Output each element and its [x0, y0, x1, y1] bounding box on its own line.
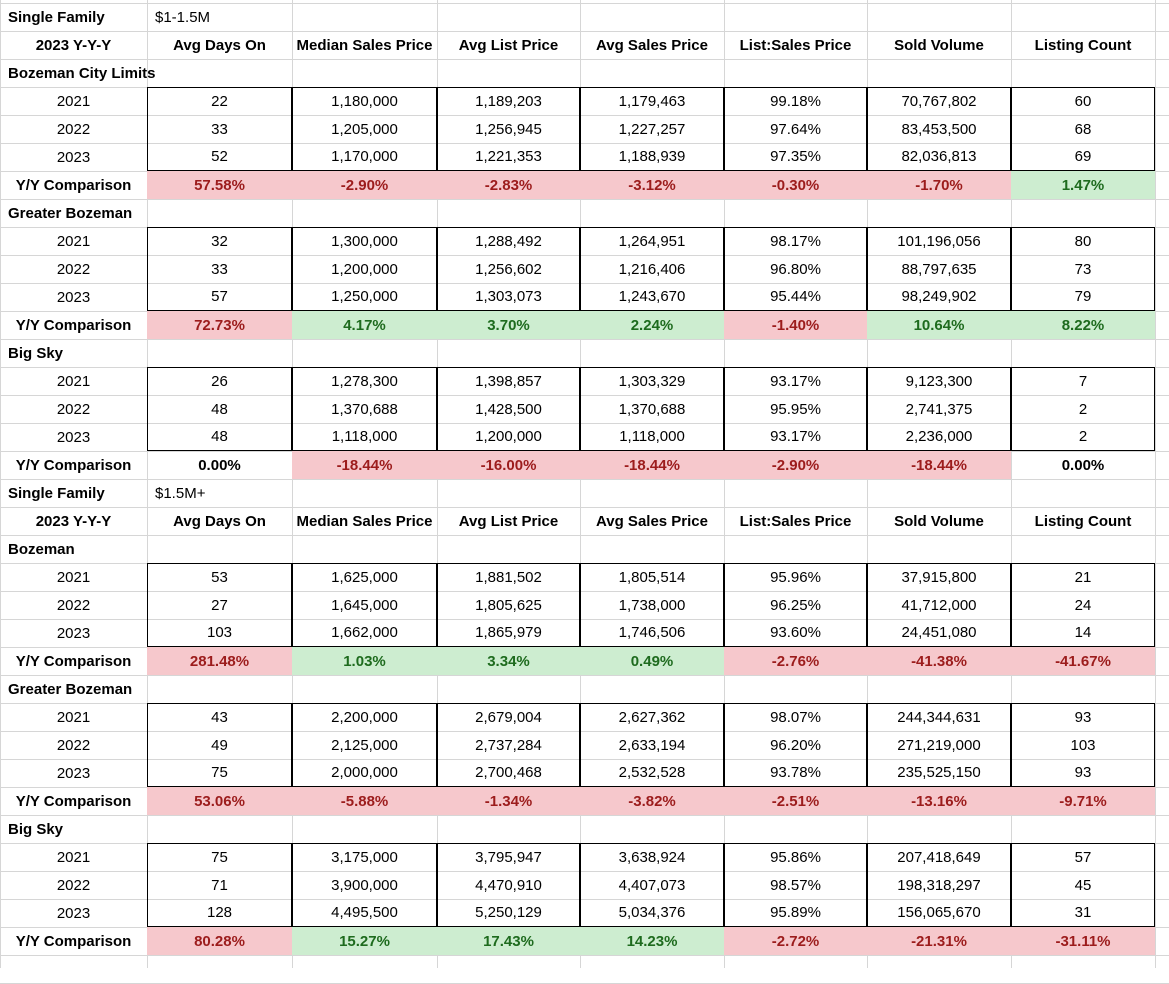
data-cell[interactable]: 93 — [1011, 759, 1155, 787]
data-cell[interactable]: 97.35% — [724, 143, 867, 171]
year-label[interactable]: 2022 — [56, 260, 91, 278]
comparison-cell-green[interactable]: 1.47% — [1011, 171, 1155, 199]
data-cell[interactable]: 88,797,635 — [867, 255, 1011, 283]
data-cell[interactable]: 1,805,625 — [437, 591, 580, 619]
comparison-label[interactable]: Y/Y Comparison — [15, 932, 132, 950]
data-cell[interactable]: 73 — [1011, 255, 1155, 283]
data-cell[interactable]: 21 — [1011, 563, 1155, 591]
data-cell[interactable]: 24 — [1011, 591, 1155, 619]
data-cell[interactable]: 75 — [147, 759, 292, 787]
comparison-cell-green[interactable]: 10.64% — [867, 311, 1011, 339]
data-cell[interactable]: 1,250,000 — [292, 283, 437, 311]
data-cell[interactable]: 31 — [1011, 899, 1155, 927]
year-label[interactable]: 2021 — [56, 92, 91, 110]
data-cell[interactable]: 80 — [1011, 227, 1155, 255]
data-cell[interactable]: 1,221,353 — [437, 143, 580, 171]
data-cell[interactable]: 3,900,000 — [292, 871, 437, 899]
data-cell[interactable]: 9,123,300 — [867, 367, 1011, 395]
data-cell[interactable]: 97.64% — [724, 115, 867, 143]
data-cell[interactable]: 49 — [147, 731, 292, 759]
data-cell[interactable]: 14 — [1011, 619, 1155, 647]
data-cell[interactable]: 22 — [147, 87, 292, 115]
column-header[interactable]: List:Sales Price — [739, 512, 852, 530]
data-cell[interactable]: 1,303,329 — [580, 367, 724, 395]
region-label[interactable]: Big Sky — [8, 820, 64, 838]
comparison-cell-red[interactable]: -3.12% — [580, 171, 724, 199]
data-cell[interactable]: 24,451,080 — [867, 619, 1011, 647]
gridline-horizontal — [0, 955, 1169, 956]
data-cell[interactable]: 2,000,000 — [292, 759, 437, 787]
data-cell[interactable]: 96.25% — [724, 591, 867, 619]
comparison-cell-red[interactable]: -1.34% — [437, 787, 580, 815]
data-cell[interactable]: 4,470,910 — [437, 871, 580, 899]
year-label[interactable]: 2021 — [56, 232, 91, 250]
comparison-cell-green[interactable]: 8.22% — [1011, 311, 1155, 339]
comparison-label[interactable]: Y/Y Comparison — [15, 176, 132, 194]
column-header[interactable]: Avg Days On — [173, 512, 266, 530]
comparison-cell-green[interactable]: 2.24% — [580, 311, 724, 339]
column-header[interactable]: Avg List Price — [458, 512, 559, 530]
comparison-cell-red[interactable]: -3.82% — [580, 787, 724, 815]
data-cell[interactable]: 98.07% — [724, 703, 867, 731]
data-cell[interactable]: 1,205,000 — [292, 115, 437, 143]
year-label[interactable]: 2021 — [56, 708, 91, 726]
column-header[interactable]: Listing Count — [1034, 36, 1132, 54]
data-cell[interactable]: 1,256,602 — [437, 255, 580, 283]
data-cell[interactable]: 93.17% — [724, 423, 867, 451]
year-label[interactable]: 2021 — [56, 848, 91, 866]
data-cell[interactable]: 98,249,902 — [867, 283, 1011, 311]
data-cell[interactable]: 3,638,924 — [580, 843, 724, 871]
data-cell[interactable]: 1,227,257 — [580, 115, 724, 143]
comparison-cell-neutral[interactable]: 0.00% — [198, 456, 241, 474]
data-cell[interactable]: 33 — [147, 255, 292, 283]
data-cell[interactable]: 71 — [147, 871, 292, 899]
data-cell[interactable]: 1,180,000 — [292, 87, 437, 115]
data-cell[interactable]: 1,216,406 — [580, 255, 724, 283]
data-cell[interactable]: 93.17% — [724, 367, 867, 395]
data-cell[interactable]: 1,303,073 — [437, 283, 580, 311]
column-header[interactable]: Median Sales Price — [296, 512, 433, 530]
comparison-cell-red[interactable]: -2.51% — [724, 787, 867, 815]
year-label[interactable]: 2023 — [56, 148, 91, 166]
comparison-cell-red[interactable]: 53.06% — [147, 787, 292, 815]
column-header[interactable]: Sold Volume — [894, 512, 984, 530]
comparison-cell-red[interactable]: -16.00% — [437, 451, 580, 479]
data-cell[interactable]: 45 — [1011, 871, 1155, 899]
column-header[interactable]: Avg Sales Price — [595, 36, 708, 54]
data-cell[interactable]: 207,418,649 — [867, 843, 1011, 871]
column-header[interactable]: Avg Sales Price — [595, 512, 708, 530]
comparison-cell-green[interactable]: 17.43% — [437, 927, 580, 955]
comparison-cell-red[interactable]: -2.90% — [292, 171, 437, 199]
data-cell[interactable]: 2,125,000 — [292, 731, 437, 759]
data-cell[interactable]: 5,034,376 — [580, 899, 724, 927]
column-header[interactable]: Avg List Price — [458, 36, 559, 54]
data-cell[interactable]: 156,065,670 — [867, 899, 1011, 927]
data-cell[interactable]: 32 — [147, 227, 292, 255]
comparison-cell-red[interactable]: -0.30% — [724, 171, 867, 199]
comparison-label[interactable]: Y/Y Comparison — [15, 652, 132, 670]
data-cell[interactable]: 1,243,670 — [580, 283, 724, 311]
data-cell[interactable]: 98.17% — [724, 227, 867, 255]
data-cell[interactable]: 2,679,004 — [437, 703, 580, 731]
comparison-cell-red[interactable]: -18.44% — [867, 451, 1011, 479]
data-cell[interactable]: 48 — [147, 395, 292, 423]
year-label[interactable]: 2021 — [56, 372, 91, 390]
data-cell[interactable]: 75 — [147, 843, 292, 871]
data-cell[interactable]: 1,179,463 — [580, 87, 724, 115]
data-cell[interactable]: 1,200,000 — [292, 255, 437, 283]
period-label[interactable]: 2023 Y-Y-Y — [35, 512, 112, 530]
data-cell[interactable]: 1,300,000 — [292, 227, 437, 255]
data-cell[interactable]: 2,741,375 — [867, 395, 1011, 423]
comparison-cell-green[interactable]: 3.34% — [437, 647, 580, 675]
data-cell[interactable]: 1,118,000 — [580, 423, 724, 451]
data-cell[interactable]: 93.78% — [724, 759, 867, 787]
comparison-cell-red[interactable]: -18.44% — [292, 451, 437, 479]
comparison-cell-red[interactable]: -31.11% — [1011, 927, 1155, 955]
data-cell[interactable]: 1,288,492 — [437, 227, 580, 255]
data-cell[interactable]: 53 — [147, 563, 292, 591]
data-cell[interactable]: 27 — [147, 591, 292, 619]
data-cell[interactable]: 1,805,514 — [580, 563, 724, 591]
data-cell[interactable]: 1,398,857 — [437, 367, 580, 395]
data-cell[interactable]: 93 — [1011, 703, 1155, 731]
data-cell[interactable]: 1,264,951 — [580, 227, 724, 255]
comparison-cell-green[interactable]: 0.49% — [580, 647, 724, 675]
data-cell[interactable]: 57 — [147, 283, 292, 311]
comparison-cell-green[interactable]: 15.27% — [292, 927, 437, 955]
data-cell[interactable]: 41,712,000 — [867, 591, 1011, 619]
data-cell[interactable]: 1,118,000 — [292, 423, 437, 451]
data-cell[interactable]: 95.86% — [724, 843, 867, 871]
data-cell[interactable]: 1,170,000 — [292, 143, 437, 171]
data-cell[interactable]: 1,738,000 — [580, 591, 724, 619]
data-cell[interactable]: 7 — [1011, 367, 1155, 395]
data-cell[interactable]: 52 — [147, 143, 292, 171]
data-cell[interactable]: 5,250,129 — [437, 899, 580, 927]
region-label[interactable]: Bozeman — [8, 540, 75, 558]
data-cell[interactable]: 43 — [147, 703, 292, 731]
comparison-cell-red[interactable]: -18.44% — [580, 451, 724, 479]
gridline-vertical — [1155, 0, 1156, 968]
column-header[interactable]: Listing Count — [1034, 512, 1132, 530]
comparison-cell-red[interactable]: -41.38% — [867, 647, 1011, 675]
comparison-cell-neutral[interactable]: 0.00% — [1061, 456, 1105, 474]
data-cell[interactable]: 1,428,500 — [437, 395, 580, 423]
comparison-cell-red[interactable]: 281.48% — [147, 647, 292, 675]
data-cell[interactable]: 26 — [147, 367, 292, 395]
category-label[interactable]: Single Family — [8, 484, 105, 502]
data-cell[interactable]: 1,645,000 — [292, 591, 437, 619]
comparison-label[interactable]: Y/Y Comparison — [15, 456, 132, 474]
comparison-cell-red[interactable]: -2.76% — [724, 647, 867, 675]
data-cell[interactable]: 98.57% — [724, 871, 867, 899]
data-cell[interactable]: 103 — [1011, 731, 1155, 759]
data-cell[interactable]: 95.96% — [724, 563, 867, 591]
comparison-cell-green[interactable]: 14.23% — [580, 927, 724, 955]
data-cell[interactable]: 4,495,500 — [292, 899, 437, 927]
data-cell[interactable]: 1,881,502 — [437, 563, 580, 591]
category-label[interactable]: Single Family — [8, 8, 105, 26]
data-cell[interactable]: 2,532,528 — [580, 759, 724, 787]
year-label[interactable]: 2023 — [56, 624, 91, 642]
region-label[interactable]: Greater Bozeman — [8, 680, 133, 698]
region-label[interactable]: Greater Bozeman — [8, 204, 133, 222]
comparison-cell-green[interactable]: 4.17% — [292, 311, 437, 339]
year-label[interactable]: 2023 — [56, 764, 91, 782]
data-cell[interactable]: 95.95% — [724, 395, 867, 423]
data-cell[interactable]: 1,865,979 — [437, 619, 580, 647]
region-label[interactable]: Big Sky — [8, 344, 64, 362]
year-label[interactable]: 2022 — [56, 736, 91, 754]
data-cell[interactable]: 1,370,688 — [580, 395, 724, 423]
column-header[interactable]: Median Sales Price — [296, 36, 433, 54]
data-cell[interactable]: 1,200,000 — [437, 423, 580, 451]
data-cell[interactable]: 2 — [1011, 395, 1155, 423]
year-label[interactable]: 2022 — [56, 876, 91, 894]
data-cell[interactable]: 235,525,150 — [867, 759, 1011, 787]
price-range-label[interactable]: $1-1.5M — [155, 8, 211, 26]
data-cell[interactable]: 96.80% — [724, 255, 867, 283]
data-cell[interactable]: 198,318,297 — [867, 871, 1011, 899]
comparison-cell-red[interactable]: -1.40% — [724, 311, 867, 339]
data-cell[interactable]: 1,256,945 — [437, 115, 580, 143]
data-cell[interactable]: 95.89% — [724, 899, 867, 927]
data-cell[interactable]: 1,625,000 — [292, 563, 437, 591]
year-label[interactable]: 2022 — [56, 400, 91, 418]
comparison-cell-red[interactable]: -13.16% — [867, 787, 1011, 815]
data-cell[interactable]: 33 — [147, 115, 292, 143]
data-cell[interactable]: 128 — [147, 899, 292, 927]
year-label[interactable]: 2022 — [56, 596, 91, 614]
data-cell[interactable]: 95.44% — [724, 283, 867, 311]
data-cell[interactable]: 60 — [1011, 87, 1155, 115]
data-cell[interactable]: 3,795,947 — [437, 843, 580, 871]
data-cell[interactable]: 82,036,813 — [867, 143, 1011, 171]
comparison-cell-red[interactable]: -1.70% — [867, 171, 1011, 199]
year-label[interactable]: 2022 — [56, 120, 91, 138]
data-cell[interactable]: 69 — [1011, 143, 1155, 171]
year-label[interactable]: 2021 — [56, 568, 91, 586]
data-cell[interactable]: 244,344,631 — [867, 703, 1011, 731]
data-cell[interactable]: 37,915,800 — [867, 563, 1011, 591]
data-cell[interactable]: 93.60% — [724, 619, 867, 647]
data-cell[interactable]: 2,236,000 — [867, 423, 1011, 451]
data-cell[interactable]: 271,219,000 — [867, 731, 1011, 759]
data-cell[interactable]: 83,453,500 — [867, 115, 1011, 143]
data-cell[interactable]: 68 — [1011, 115, 1155, 143]
data-cell[interactable]: 2,633,194 — [580, 731, 724, 759]
year-label[interactable]: 2023 — [56, 428, 91, 446]
column-header[interactable]: Sold Volume — [894, 36, 984, 54]
data-cell[interactable]: 2,737,284 — [437, 731, 580, 759]
column-header[interactable]: Avg Days On — [173, 36, 266, 54]
data-cell[interactable]: 1,662,000 — [292, 619, 437, 647]
data-cell[interactable]: 2,627,362 — [580, 703, 724, 731]
year-label[interactable]: 2023 — [56, 904, 91, 922]
data-cell[interactable]: 1,189,203 — [437, 87, 580, 115]
data-cell[interactable]: 3,175,000 — [292, 843, 437, 871]
comparison-cell-green[interactable]: 3.70% — [437, 311, 580, 339]
comparison-cell-red[interactable]: -41.67% — [1011, 647, 1155, 675]
data-cell[interactable]: 96.20% — [724, 731, 867, 759]
comparison-label[interactable]: Y/Y Comparison — [15, 316, 132, 334]
period-label[interactable]: 2023 Y-Y-Y — [35, 36, 112, 54]
data-cell[interactable]: 1,370,688 — [292, 395, 437, 423]
year-label[interactable]: 2023 — [56, 288, 91, 306]
data-cell[interactable]: 1,188,939 — [580, 143, 724, 171]
comparison-cell-red[interactable]: -5.88% — [292, 787, 437, 815]
comparison-cell-red[interactable]: 72.73% — [147, 311, 292, 339]
comparison-cell-red[interactable]: -2.72% — [724, 927, 867, 955]
comparison-cell-red[interactable]: -2.90% — [724, 451, 867, 479]
data-cell[interactable]: 70,767,802 — [867, 87, 1011, 115]
data-cell[interactable]: 1,278,300 — [292, 367, 437, 395]
column-header[interactable]: List:Sales Price — [739, 36, 852, 54]
price-range-label[interactable]: $1.5M+ — [155, 484, 206, 502]
data-cell[interactable]: 103 — [147, 619, 292, 647]
comparison-cell-red[interactable]: -21.31% — [867, 927, 1011, 955]
data-cell[interactable]: 1,746,506 — [580, 619, 724, 647]
data-cell[interactable]: 2,200,000 — [292, 703, 437, 731]
data-cell[interactable]: 99.18% — [724, 87, 867, 115]
data-cell[interactable]: 4,407,073 — [580, 871, 724, 899]
comparison-cell-red[interactable]: -9.71% — [1011, 787, 1155, 815]
data-cell[interactable]: 101,196,056 — [867, 227, 1011, 255]
comparison-label[interactable]: Y/Y Comparison — [15, 792, 132, 810]
data-cell[interactable]: 57 — [1011, 843, 1155, 871]
comparison-cell-red[interactable]: 57.58% — [147, 171, 292, 199]
comparison-cell-red[interactable]: -2.83% — [437, 171, 580, 199]
data-cell[interactable]: 48 — [147, 423, 292, 451]
comparison-cell-red[interactable]: 80.28% — [147, 927, 292, 955]
data-cell[interactable]: 2 — [1011, 423, 1155, 451]
region-label[interactable]: Bozeman City Limits — [8, 64, 156, 82]
comparison-cell-green[interactable]: 1.03% — [292, 647, 437, 675]
data-cell[interactable]: 2,700,468 — [437, 759, 580, 787]
data-cell[interactable]: 79 — [1011, 283, 1155, 311]
